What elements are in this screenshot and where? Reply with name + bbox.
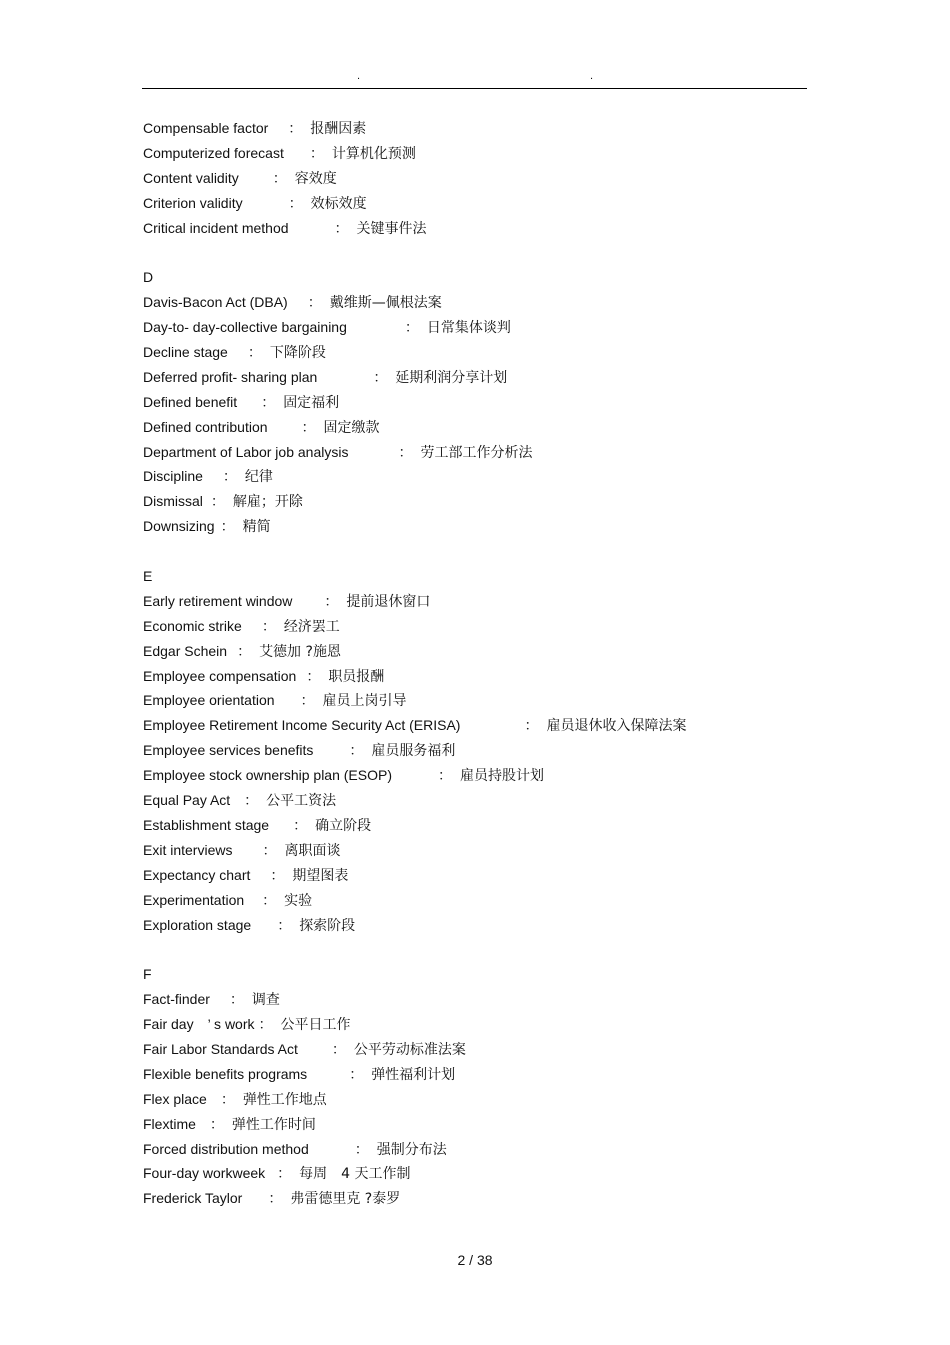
glossary-entry	[143, 1112, 823, 1137]
entry-colon: ：	[404, 319, 419, 336]
glossary-entry	[143, 688, 823, 713]
glossary-entry	[143, 315, 823, 340]
entry-colon: ：	[262, 841, 277, 858]
entry-term: Downsizing	[143, 518, 215, 535]
entry-colon: ：	[524, 717, 539, 734]
entry-term: Computerized forecast	[143, 144, 284, 161]
entry-translation: 弗雷德里克 ?泰罗	[290, 1191, 401, 1208]
entry-translation: 弹性福利计划	[371, 1066, 456, 1083]
entry-term: Flextime	[143, 1115, 196, 1132]
glossary-entry	[143, 464, 823, 489]
entry-translation: 实验	[284, 892, 313, 909]
glossary-entry	[143, 664, 823, 689]
entry-translation: 延期利润分享计划	[395, 369, 508, 386]
glossary-entry	[143, 838, 823, 863]
entry-term: Content validity	[143, 169, 239, 186]
entry-translation: 职员报酬	[328, 668, 385, 685]
glossary-entry	[143, 440, 823, 465]
entry-term: Criterion validity	[143, 194, 243, 211]
entry-term: Early retirement window	[143, 592, 293, 609]
entry-colon: ：	[272, 169, 287, 186]
glossary-body	[143, 116, 823, 1211]
entry-term: Employee orientation	[143, 692, 275, 709]
entry-term: Frederick Taylor	[143, 1190, 243, 1207]
entry-colon: ：	[237, 642, 252, 659]
entry-translation: 每周 4 天工作制	[299, 1166, 411, 1183]
entry-colon: ：	[220, 518, 235, 535]
entry-colon: ：	[244, 792, 259, 809]
glossary-entry	[143, 191, 823, 216]
glossary-entry	[143, 888, 823, 913]
entry-term: Equal Pay Act	[143, 792, 231, 809]
entry-term: Fact-finder	[143, 991, 210, 1008]
entry-colon: ：	[268, 1190, 283, 1207]
entry-colon: ：	[209, 1115, 224, 1132]
entry-translation: 纪律	[244, 469, 273, 486]
glossary-entry	[143, 1161, 823, 1186]
glossary-entry	[143, 913, 823, 938]
entry-term: Davis-Bacon Act (DBA)	[143, 294, 288, 311]
entry-colon: ：	[334, 219, 349, 236]
glossary-entry	[143, 290, 823, 315]
entry-translation: 雇员服务福利	[371, 743, 456, 760]
glossary-entry	[143, 738, 823, 763]
entry-translation: 报酬因素	[310, 121, 367, 137]
glossary-entry	[143, 1037, 823, 1062]
entry-translation: 艾德加 ?施恩	[259, 643, 341, 660]
entry-colon: ：	[210, 493, 225, 510]
entry-colon: ：	[300, 692, 315, 709]
entry-term: Employee services benefits	[143, 742, 314, 759]
entry-colon: ：	[349, 742, 364, 759]
entry-colon: ：	[258, 1016, 273, 1033]
entry-term: Decline stage	[143, 344, 228, 361]
entry-colon: ：	[398, 443, 413, 460]
entry-colon: ：	[307, 294, 322, 311]
entry-translation: 固定缴款	[323, 419, 380, 436]
entry-translation: 计算机化预测	[331, 145, 416, 162]
entry-colon: ：	[354, 1140, 369, 1157]
entry-colon: ：	[293, 816, 308, 833]
entry-colon: ：	[324, 592, 339, 609]
entry-term: Fair day ’ s work	[143, 1016, 255, 1033]
entry-term: Employee stock ownership plan (ESOP)	[143, 767, 392, 784]
header-rule	[142, 88, 807, 89]
glossary-entry	[143, 763, 823, 788]
glossary-entry	[143, 489, 823, 514]
glossary-entry	[143, 514, 823, 539]
entry-term: Expectancy chart	[143, 866, 251, 883]
glossary-entry	[143, 116, 823, 141]
entry-term: Discipline	[143, 468, 203, 485]
entry-term: Edgar Schein	[143, 642, 228, 659]
entry-translation: 期望图表	[292, 867, 349, 884]
glossary-entry	[143, 340, 823, 365]
entry-term: Day-to- day-collective bargaining	[143, 319, 347, 336]
page-total: 38	[476, 1252, 493, 1268]
entry-translation: 确立阶段	[315, 817, 372, 834]
entry-term: Economic strike	[143, 617, 242, 634]
glossary-entry	[143, 1186, 823, 1211]
glossary-entry	[143, 390, 823, 415]
section-gap	[143, 240, 823, 265]
entry-translation: 公平日工作	[280, 1017, 351, 1034]
entry-term: Employee Retirement Income Security Act (ERISA)	[143, 717, 461, 734]
entry-colon: ：	[288, 120, 303, 136]
glossary-entry	[143, 216, 823, 241]
entry-translation: 弹性工作地点	[242, 1091, 327, 1108]
entry-colon: ：	[247, 344, 262, 361]
entry-translation: 弹性工作时间	[231, 1116, 316, 1133]
glossary-entry	[143, 639, 823, 664]
entry-colon: ：	[277, 916, 292, 933]
entry-colon: ：	[309, 144, 324, 161]
section-letter: D	[143, 269, 154, 286]
entry-colon: ：	[288, 194, 303, 211]
page-separator: /	[469, 1252, 474, 1268]
entry-translation: 关键事件法	[356, 220, 427, 237]
entry-translation: 日常集体谈判	[426, 320, 511, 337]
entry-term: Critical incident method	[143, 219, 289, 236]
entry-term: Defined contribution	[143, 418, 268, 435]
entry-translation: 调查	[251, 992, 280, 1009]
entry-translation: 解雇；开除	[232, 494, 303, 511]
section-gap	[143, 937, 823, 962]
entry-translation: 下降阶段	[269, 345, 326, 362]
entry-translation: 经济罢工	[283, 618, 340, 635]
entry-term: Forced distribution method	[143, 1140, 309, 1157]
section-letter: F	[143, 966, 152, 983]
entry-term: Defined benefit	[143, 393, 238, 410]
entry-translation: 雇员退休收入保障法案	[546, 718, 687, 735]
entry-colon: ：	[270, 866, 285, 883]
entry-translation: 提前退休窗口	[346, 593, 431, 610]
entry-colon: ：	[331, 1040, 346, 1057]
entry-translation: 离职面谈	[284, 842, 341, 859]
glossary-entry	[143, 1087, 823, 1112]
glossary-entry	[143, 713, 823, 738]
entry-term: Department of Labor job analysis	[143, 443, 349, 460]
entry-translation: 戴维斯—佩根法案	[329, 295, 442, 312]
glossary-entry	[143, 1137, 823, 1162]
entry-translation: 公平工资法	[266, 793, 337, 810]
section-gap	[143, 539, 823, 564]
glossary-entry	[143, 987, 823, 1012]
glossary-entry	[143, 1062, 823, 1087]
glossary-entry	[143, 1012, 823, 1037]
entry-colon: ：	[261, 393, 276, 410]
entry-colon: ：	[262, 891, 277, 908]
glossary-entry	[143, 365, 823, 390]
entry-term: Flexible benefits programs	[143, 1065, 308, 1082]
entry-colon: ：	[301, 418, 316, 435]
entry-translation: 效标效度	[310, 195, 367, 212]
entry-colon: ：	[220, 1090, 235, 1107]
section-letter: E	[143, 568, 153, 585]
entry-term: Employee compensation	[143, 667, 297, 684]
entry-colon: ：	[277, 1165, 292, 1182]
entry-translation: 强制分布法	[376, 1141, 447, 1158]
glossary-entry	[143, 141, 823, 166]
entry-term: Exit interviews	[143, 841, 233, 858]
entry-translation: 精简	[242, 519, 271, 536]
glossary-entry	[143, 166, 823, 191]
entry-translation: 劳工部工作分析法	[420, 444, 533, 461]
entry-translation: 容效度	[294, 170, 337, 187]
entry-colon: ：	[349, 1065, 364, 1082]
entry-colon: ：	[306, 667, 321, 684]
entry-colon: ：	[261, 617, 276, 634]
entry-term: Establishment stage	[143, 816, 270, 833]
entry-translation: 雇员持股计划	[460, 768, 544, 785]
entry-translation: 公平劳动标准法案	[353, 1041, 466, 1058]
entry-term: Deferred profit- sharing plan	[143, 368, 318, 385]
entry-term: Fair Labor Standards Act	[143, 1040, 298, 1057]
entry-term: Four-day workweek	[143, 1165, 266, 1182]
header-dot-left: .	[357, 70, 361, 82]
entry-term: Flex place	[143, 1090, 207, 1107]
entry-term: Experimentation	[143, 891, 245, 908]
glossary-entry	[143, 813, 823, 838]
glossary-entry	[143, 614, 823, 639]
entry-translation: 探索阶段	[299, 917, 356, 934]
header-dot-right: .	[590, 70, 594, 82]
glossary-entry	[143, 415, 823, 440]
glossary-entry	[143, 863, 823, 888]
entry-colon: ：	[438, 767, 452, 784]
entry-term: Dismissal	[143, 493, 203, 510]
entry-translation: 固定福利	[283, 394, 340, 411]
page-number	[0, 1252, 950, 1268]
entry-term: Exploration stage	[143, 916, 252, 933]
entry-translation: 雇员上岗引导	[322, 693, 407, 710]
entry-colon: ：	[222, 468, 237, 485]
glossary-entry	[143, 589, 823, 614]
entry-term: Compensable factor	[143, 120, 269, 136]
entry-colon: ：	[373, 368, 388, 385]
entry-colon: ：	[229, 991, 244, 1008]
page-current: 2	[457, 1252, 466, 1268]
glossary-entry	[143, 788, 823, 813]
